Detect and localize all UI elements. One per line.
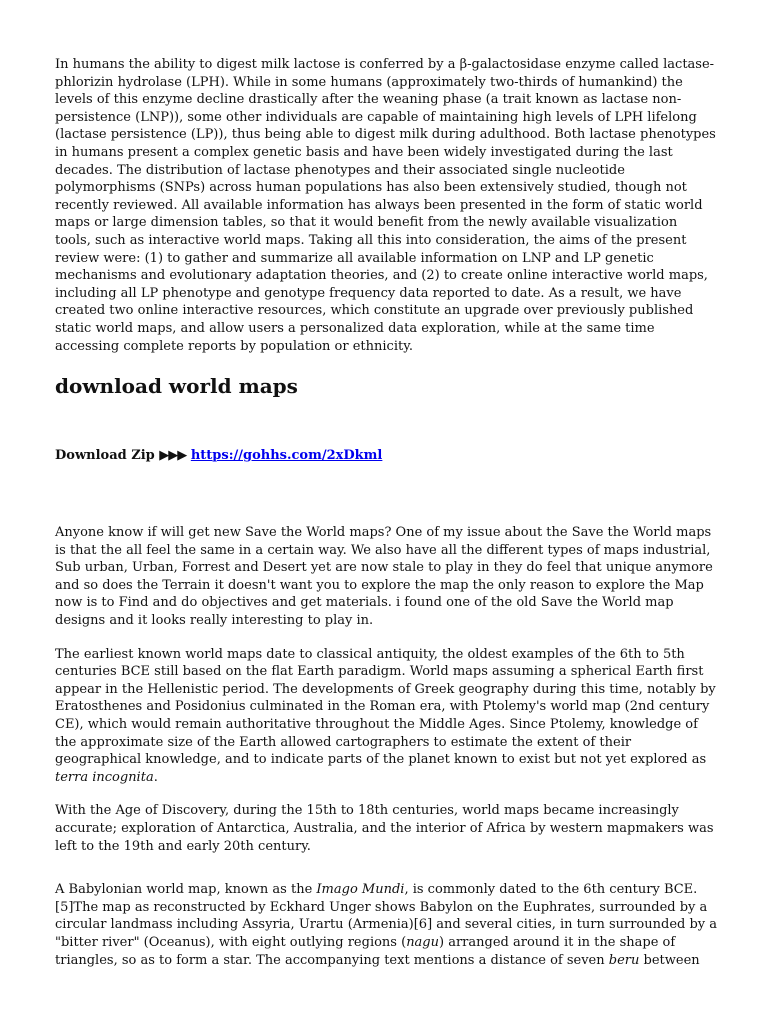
babylonian-text-3: ) arranged around it in the shape of triangles, so as to form a star. The accompanying text mentions a distance of seven <box>55 934 676 968</box>
arrows-icon: ▶▶▶ <box>159 448 187 464</box>
earliest-maps-end: . <box>153 769 158 785</box>
babylonian-text-1: A Babylonian world map, known as the <box>55 882 313 898</box>
earliest-maps-paragraph <box>55 646 717 787</box>
imago-mundi-term: Imago Mundi <box>316 882 405 898</box>
download-label: Download Zip <box>55 448 155 464</box>
earliest-maps-text: The earliest known world maps date to classical antiquity, the oldest examples of the 6th to 5th centuries BCE still based on the flat Earth paradigm. World maps assuming a spherical Earth first appear in the Hellenistic period. The developments of Greek geography during this time, notably by Eratosthenes and Posidonius culminated in the Roman era, with Ptolemy's world map (2nd century CE), which would remain authoritative throughout the Middle Ages. Since Ptolemy, knowledge of the approximate size of the Earth allowed cartographers to estimate the extent of their geographical knowledge, and to indicate parts of the planet known to exist but not yet explored as <box>55 646 716 768</box>
page-heading: download world maps <box>55 374 298 399</box>
beru-term: beru <box>608 952 640 968</box>
babylonian-map-paragraph <box>55 881 717 969</box>
age-of-discovery-paragraph: With the Age of Discovery, during the 15th to 18th centuries, world maps became increasingly accurate; exploration of Antarctica, Australia, and the interior of Africa by western mapmakers was left to the 19th and early 20th century. <box>55 803 714 854</box>
terra-incognita-term: terra incognita <box>55 769 154 785</box>
babylonian-text-2: , is commonly dated to the 6th century BCE.[5]The map as reconstructed by Eckhard Unger shows Babylon on the Euphrates, surrounded by a circular landmass including Assyria, Urartu (Armenia)[6] and several cities, in turn surrounded by a "bitter river" (Oceanus), with eight outlying regions ( <box>55 882 718 950</box>
download-line <box>55 447 717 464</box>
document-page <box>55 56 717 969</box>
save-the-world-paragraph: Anyone know if will get new Save the World maps? One of my issue about the Save the World maps is that the all feel the same in a certain way. We also have all the different types of maps industrial, Sub urban, Urban, Forrest and Desert yet are now stale to play in they do feel that unique anymore and so does the Terrain it doesn't want you to explore the map the only reason to explore the Map now is to Find and do objectives and get materials. i found one of the old Save the World map designs and it looks really interesting to play in. <box>55 525 713 629</box>
nagu-term: nagu <box>406 934 440 950</box>
babylonian-text-4: between <box>643 952 700 968</box>
download-link[interactable]: https://gohhs.com/2xDkml <box>190 448 383 464</box>
intro-paragraph: In humans the ability to digest milk lactose is conferred by a β-galactosidase enzyme called lactase-phlorizin hydrolase (LPH). While in some humans (approximately two-thirds of humankind) the levels of this enzyme decline drastically after the weaning phase (a trait known as lactase non-persistence (LNP)), some other individuals are capable of maintaining high levels of LPH lifelong (lactase persistence (LP)), thus being able to digest milk during adulthood. Both lactase phenotypes in humans present a complex genetic basis and have been widely investigated during the last decades. The distribution of lactase phenotypes and their associated single nucleotide polymorphisms (SNPs) across human populations has also been extensively studied, though not recently reviewed. All available information has always been presented in the form of static world maps or large dimension tables, so that it would benefit from the newly available visualization tools, such as interactive world maps. Taking all this into consideration, the aims of the present review were: (1) to gather and summarize all available information on LNP and LP genetic mechanisms and evolutionary adaptation theories, and (2) to create online interactive world maps, including all LP phenotype and genotype frequency data reported to date. As a result, we have created two online interactive resources, which constitute an upgrade over previously published static world maps, and allow users a personalized data exploration, while at the same time accessing complete reports by population or ethnicity. <box>55 57 716 354</box>
